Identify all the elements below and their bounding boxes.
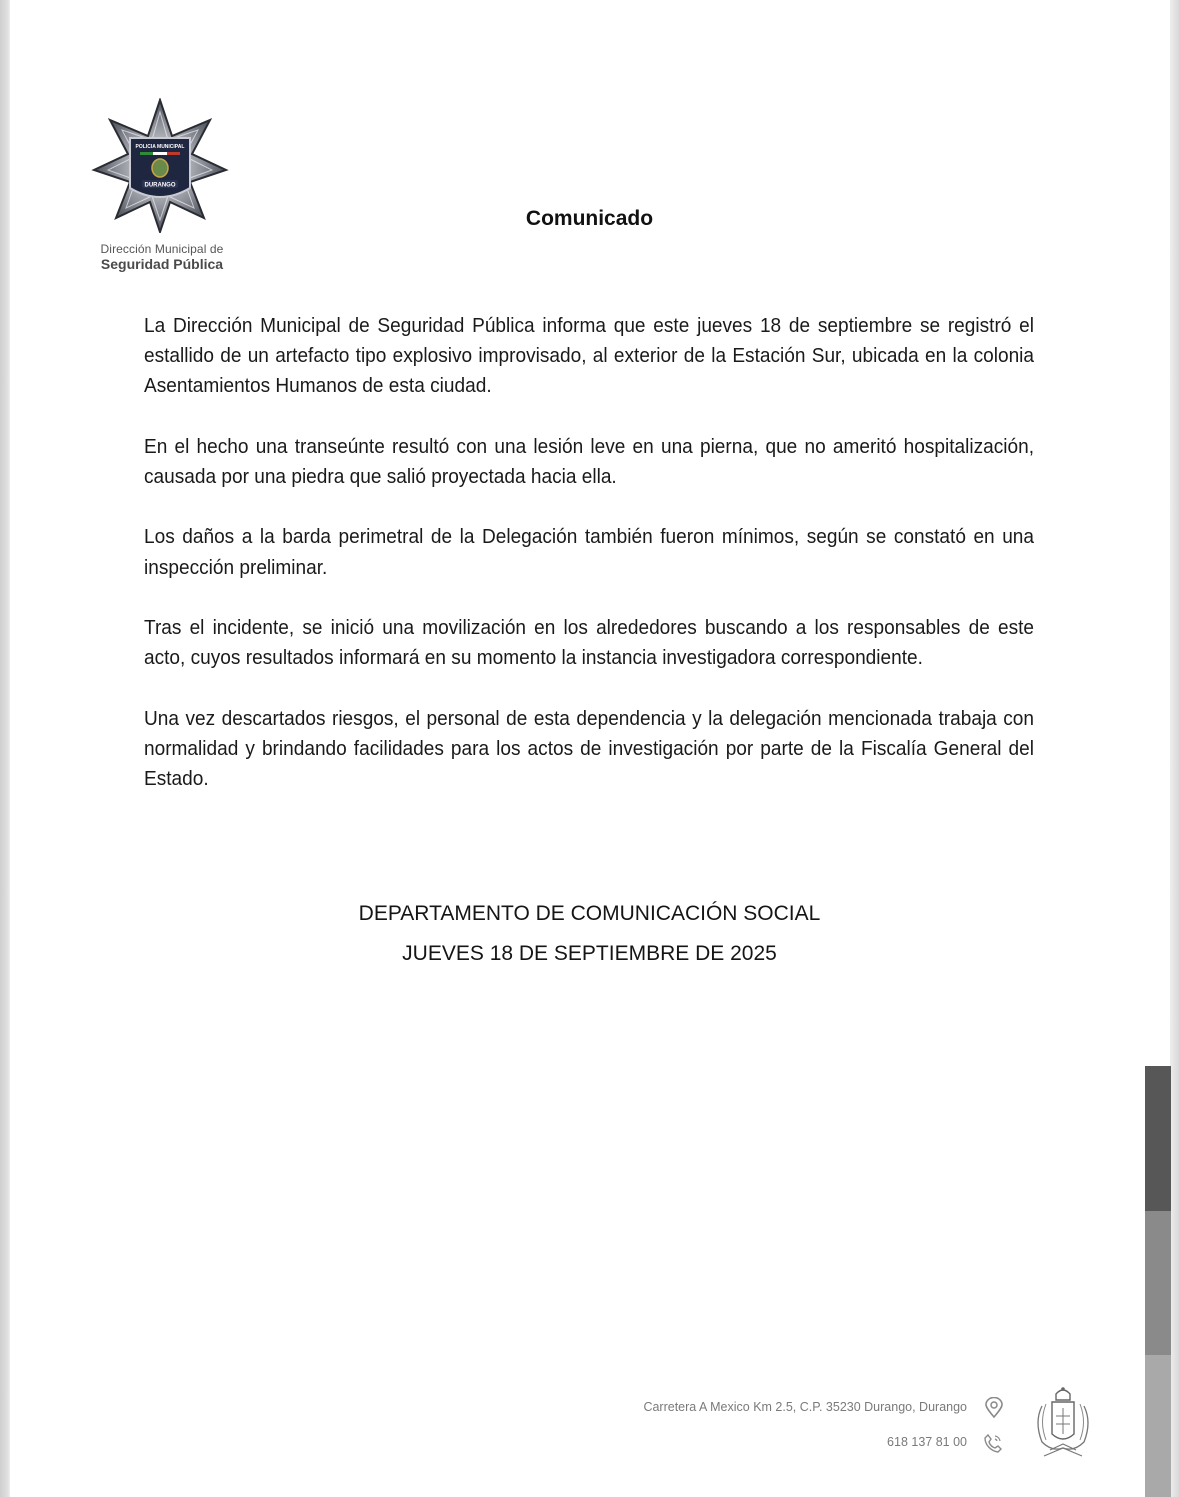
paragraph: En el hecho una transeúnte resultó con una lesión leve en una pierna, que no ameritó hospitalización, causada por una piedra que salió proyectada hacia ella. xyxy=(144,434,1035,488)
paragraph: Una vez descartados riesgos, el personal de esta dependencia y la delegación mencionada trabaja con normalidad y brindando facilidades para los actos de investigación por parte de la Fiscalía General del Estado. xyxy=(144,706,1035,790)
paragraph: Los daños a la barda perimetral de la Delegación también fueron mínimos, según se constató en una inspección preliminar. xyxy=(144,525,1035,579)
footer-address: Carretera A Mexico Km 2.5, C.P. 35230 Durango, Durango xyxy=(643,1400,967,1414)
paragraph: Tras el incidente, se inició una movilización en los alrededores buscando a los responsables de este acto, cuyos resultados informará en su momento la instancia investigadora correspondiente. xyxy=(144,615,1035,670)
footer-phone: 618 137 81 00 xyxy=(887,1435,967,1449)
signature-date: JUEVES 18 DE SEPTIEMBRE DE 2025 xyxy=(402,942,777,965)
document-body xyxy=(144,311,1034,824)
phone-icon xyxy=(982,1432,1004,1454)
durango-crest-icon xyxy=(1030,1386,1096,1458)
logo-caption-line2: Seguridad Pública xyxy=(100,256,224,272)
badge-text-top: POLICIA MUNICIPAL xyxy=(135,144,185,150)
logo-caption-line1: Dirección Municipal de xyxy=(100,242,224,256)
location-pin-icon xyxy=(984,1397,1004,1419)
paragraph: La Dirección Municipal de Seguridad Pública informa que este jueves 18 de septiembre se registró el estallido de un artefacto tipo explosivo improvisado, al exterior de la Estación Sur, ubicada en la colonia Asentamientos Humanos de esta ciudad. xyxy=(144,314,1035,398)
badge-text-bottom: DURANGO xyxy=(144,182,176,189)
signature-department: DEPARTAMENTO DE COMUNICACIÓN SOCIAL xyxy=(358,902,821,925)
scrollbar-thumb[interactable] xyxy=(1145,1066,1171,1211)
document-title: Comunicado xyxy=(525,207,654,230)
header-logo xyxy=(80,98,240,278)
scrollbar-track-segment[interactable] xyxy=(1145,1211,1171,1355)
